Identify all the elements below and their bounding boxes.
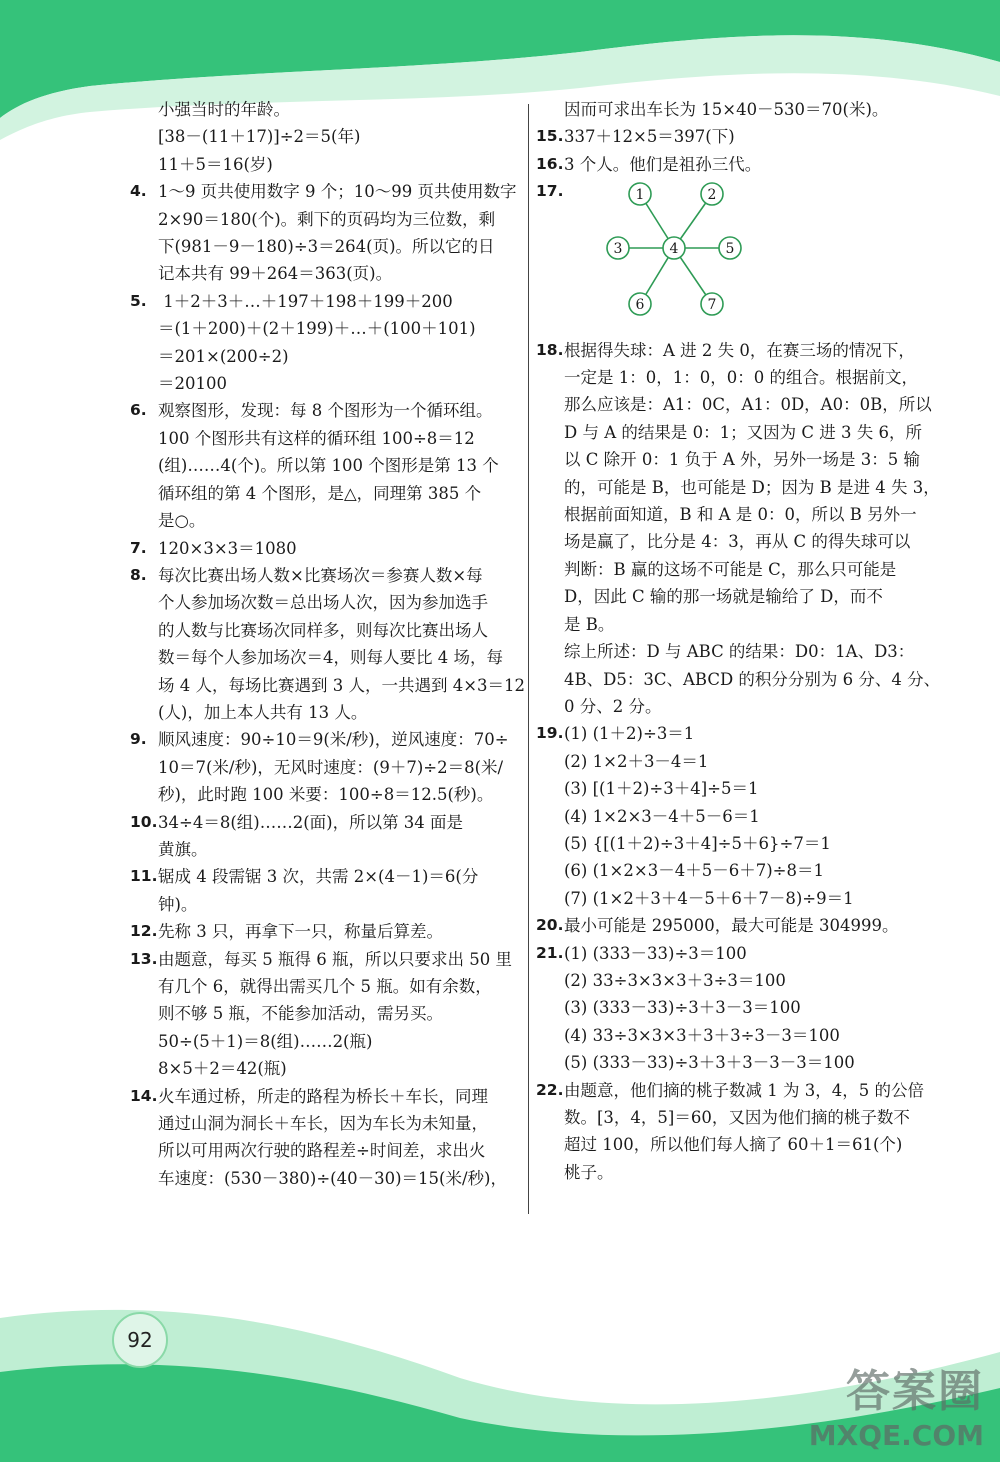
- page-number: 92: [112, 1312, 168, 1368]
- answer-line: 先称 3 只，再拿下一只，称量后算差。: [158, 922, 443, 942]
- column-divider: [528, 104, 529, 1214]
- answer-item: [130, 946, 522, 1083]
- answer-line: D 与 A 的结果是 0：1；又因为 C 进 3 失 6，所: [564, 422, 922, 442]
- answer-line: 有几个 6，就得出需买几个 5 瓶。如有余数，: [158, 977, 492, 996]
- answer-line: 因而可求出车长为 15×40－530＝70(米)。: [564, 100, 889, 119]
- answer-line: 秒)，此时跑 100 米要：100÷8＝12.5(秒)。: [158, 785, 494, 805]
- item-number: 22.: [536, 1080, 564, 1099]
- item-number: 9.: [130, 730, 147, 749]
- answer-line: (6) (1×2×3－4＋5－6＋7)÷8＝1: [564, 861, 824, 881]
- answer-line: 10＝7(米/秒)，无风时速度：(9＋7)÷2＝8(米/: [158, 757, 504, 777]
- answer-line: 1＋2＋3＋…＋197＋198＋199＋200: [158, 291, 453, 311]
- answer-item: [130, 809, 522, 864]
- answer-item: [130, 562, 526, 726]
- answer-item: [130, 535, 522, 562]
- left-column: [130, 96, 526, 1192]
- number-circle: [701, 293, 723, 315]
- answer-line: (4) 1×2×3－4＋5－6＝1: [564, 806, 760, 826]
- answer-line: 1～9 页共使用数字 9 个；10～99 页共使用数字: [158, 182, 517, 202]
- answer-line: (7) (1×2＋3＋4－5＋6＋7－8)÷9＝1: [564, 888, 854, 908]
- answer-line: 每次比赛出场人数×比赛场次＝参赛人数×每: [158, 565, 483, 585]
- answer-line: ＝(1＋200)＋(2＋199)＋…＋(100＋101): [158, 319, 476, 339]
- answer-item: [130, 726, 522, 808]
- answer-line: 8×5＋2＝42(瓶): [158, 1059, 287, 1079]
- number-circle: [719, 237, 741, 259]
- answer-line: 数＝每个人参加场次＝4，则每人要比 4 场，每: [158, 648, 503, 668]
- answer-item: [536, 151, 928, 178]
- answer-line: [38－(11＋17)]÷2＝5(年): [158, 127, 361, 147]
- answer-item: [130, 1083, 522, 1193]
- answer-line: 所以可用两次行驶的路程差÷时间差，求出火: [158, 1141, 486, 1161]
- answer-line: (2) 33÷3×3×3＋3÷3＝100: [564, 970, 786, 990]
- number-circle: [629, 293, 651, 315]
- answer-line: 2×90＝180(个)。剩下的页码均为三位数，剩: [158, 209, 496, 229]
- item-number: 8.: [130, 565, 147, 584]
- answer-line: (2) 1×2＋3－4＝1: [564, 751, 709, 771]
- answer-line: ＝20100: [158, 374, 227, 394]
- answer-line: 车速度：(530－380)÷(40－30)＝15(米/秒)，: [158, 1168, 507, 1188]
- right-column-bottom: [536, 337, 941, 1187]
- answer-line: 火车通过桥，所走的路程为桥长＋车长，同理: [158, 1086, 488, 1106]
- answer-line: ＝201×(200÷2): [158, 346, 289, 366]
- answer-line: (组)……4(个)。所以第 100 个图形是第 13 个: [158, 456, 499, 476]
- circle-label: 2: [707, 187, 717, 204]
- answer-line: 超过 100，所以他们每人摘了 60＋1＝61(个): [564, 1135, 903, 1155]
- number-circle: [629, 183, 651, 205]
- answer-line: 120×3×3＝1080: [158, 538, 297, 558]
- answer-item: [130, 96, 522, 178]
- answer-item: [536, 720, 928, 912]
- number-circle: [663, 237, 685, 259]
- answer-line: 由题意，每买 5 瓶得 6 瓶，所以只要求出 50 里: [158, 949, 512, 969]
- answer-line: 50÷(5＋1)＝8(组)……2(瓶): [158, 1031, 373, 1051]
- item-number: 14.: [130, 1086, 158, 1105]
- item-number: 13.: [130, 949, 158, 968]
- answer-line: 以 C 除开 0：1 负于 A 外，另外一场是 3：5 输: [564, 450, 920, 470]
- number-circle: [607, 237, 629, 259]
- circle-label: 1: [635, 187, 645, 204]
- answer-line: 黄旗。: [158, 839, 208, 859]
- answer-item: [536, 940, 928, 1077]
- answer-line: 11＋5＝16(岁): [158, 154, 273, 174]
- answer-line: 数。[3，4，5]＝60，又因为他们摘的桃子数不: [564, 1108, 910, 1127]
- answer-item: [130, 178, 522, 288]
- answer-line: 那么应该是：A1：0C，A1：0D，A0：0B，所以: [564, 395, 932, 415]
- circle-label: 5: [725, 241, 735, 258]
- answer-item: [130, 918, 522, 945]
- right-column-top: [536, 96, 928, 178]
- item-number: 4.: [130, 182, 147, 201]
- answer-line: 判断：B 赢的这场不可能是 C，那么只可能是: [564, 559, 897, 579]
- watermark-site: MXQE.COM: [808, 1419, 984, 1452]
- answer-line: 最小可能是 295000，最大可能是 304999。: [564, 916, 899, 936]
- answer-line: 锯成 4 段需锯 3 次，共需 2×(4－1)＝6(分: [158, 867, 479, 887]
- answer-line: 根据得失球：A 进 2 失 0，在赛三场的情况下，: [564, 340, 915, 360]
- answer-item-17: [536, 178, 928, 336]
- answer-line: D，因此 C 输的那一场就是输给了 D，而不: [564, 587, 883, 607]
- item-number: 12.: [130, 922, 158, 941]
- answer-line: (1) (1＋2)÷3＝1: [564, 724, 695, 744]
- right-column: [536, 96, 941, 1186]
- answer-line: 100 个图形共有这样的循环组 100÷8＝12: [158, 428, 475, 448]
- answer-line: 的人数与比赛场次同样多，则每次比赛出场人: [158, 620, 488, 640]
- answer-line: 小强当时的年龄。: [158, 100, 290, 119]
- item-number: 16.: [536, 154, 564, 173]
- answer-line: 4B、D5：3C、ABCD 的积分分别为 6 分、4 分、: [564, 669, 941, 689]
- item-number: 20.: [536, 916, 564, 935]
- answer-line: 顺风速度：90÷10＝9(米/秒)，逆风速度：70÷: [158, 730, 509, 750]
- watermark: [809, 1355, 984, 1452]
- answer-line: 3 个人。他们是祖孙三代。: [564, 154, 762, 174]
- answer-line: 则不够 5 瓶，不能参加活动，需另买。: [158, 1004, 443, 1024]
- answer-item: [536, 123, 928, 150]
- answer-item: [130, 288, 522, 398]
- answer-line: 由题意，他们摘的桃子数减 1 为 3，4，5 的公倍: [564, 1080, 924, 1100]
- answer-line: 通过山洞为洞长＋车长，因为车长为未知量，: [158, 1114, 488, 1134]
- answer-line: 0 分、2 分。: [564, 696, 662, 716]
- answer-line: 的，可能是 B，也可能是 D；因为 B 是进 4 失 3，: [564, 477, 940, 497]
- answer-line: 记本共有 99＋264＝363(页)。: [158, 264, 393, 284]
- answer-line: 场 4 人，每场比赛遇到 3 人，一共遇到 4×3＝12: [158, 675, 526, 695]
- item-number: 10.: [130, 812, 158, 831]
- answer-line: 个人参加场次数＝总出场人次，因为参加选手: [158, 593, 488, 613]
- answer-item: [536, 1077, 928, 1187]
- item-number: 21.: [536, 943, 564, 962]
- answer-line: 34÷4＝8(组)……2(面)，所以第 34 面是: [158, 812, 464, 832]
- answer-item: [536, 96, 928, 123]
- item-number: 15.: [536, 127, 564, 146]
- watermark-brand: 答案圈: [846, 1366, 984, 1417]
- star-diagram: [592, 180, 752, 320]
- answer-line: (5) {[(1＋2)÷3＋4]÷5＋6}÷7＝1: [564, 833, 831, 853]
- item-number: 11.: [130, 867, 158, 886]
- answer-line: 337＋12×5＝397(下): [564, 127, 735, 147]
- answer-item: [536, 337, 941, 721]
- answer-item: [536, 912, 928, 939]
- number-circle: [701, 183, 723, 205]
- answer-line: 钟)。: [158, 894, 198, 914]
- answer-line: (3) [(1＋2)÷3＋4]÷5＝1: [564, 779, 759, 799]
- answer-line: 循环组的第 4 个图形，是△，同理第 385 个: [158, 483, 482, 503]
- item-number: 5.: [130, 291, 147, 310]
- answer-line: 下(981－9－180)÷3＝264(页)。所以它的日: [158, 237, 495, 257]
- answer-line: (4) 33÷3×3×3＋3＋3÷3－3＝100: [564, 1025, 840, 1045]
- answer-line: (5) (333－33)÷3＋3＋3－3－3＝100: [564, 1053, 855, 1073]
- item-number: 7.: [130, 538, 147, 557]
- item-number: 17.: [536, 182, 564, 201]
- circle-label: 4: [669, 241, 679, 258]
- answer-line: 一定是 1：0，1：0，0：0 的组合。根据前文，: [564, 368, 918, 388]
- answer-line: (人)，加上本人共有 13 人。: [158, 702, 368, 722]
- answer-line: 综上所述：D 与 ABC 的结果：D0：1A、D3：: [564, 642, 915, 662]
- answer-line: (1) (333－33)÷3＝100: [564, 943, 747, 963]
- circle-label: 6: [635, 297, 645, 314]
- answer-line: 根据前面知道，B 和 A 是 0：0，所以 B 另外一: [564, 505, 917, 525]
- circle-label: 3: [613, 241, 623, 258]
- circle-label: 7: [707, 297, 717, 314]
- answer-item: [130, 863, 522, 918]
- answer-line: 桃子。: [564, 1162, 614, 1182]
- item-number: 18.: [536, 340, 564, 359]
- answer-line: (3) (333－33)÷3＋3－3＝100: [564, 998, 801, 1018]
- answer-line: 是○。: [158, 511, 206, 531]
- item-number: 6.: [130, 401, 147, 420]
- item-number: 19.: [536, 724, 564, 743]
- answer-line: 是 B。: [564, 614, 615, 634]
- answer-item: [130, 397, 522, 534]
- answer-line: 观察图形，发现：每 8 个图形为一个循环组。: [158, 401, 493, 421]
- answer-line: 场是赢了，比分是 4：3，再从 C 的得失球可以: [564, 532, 911, 552]
